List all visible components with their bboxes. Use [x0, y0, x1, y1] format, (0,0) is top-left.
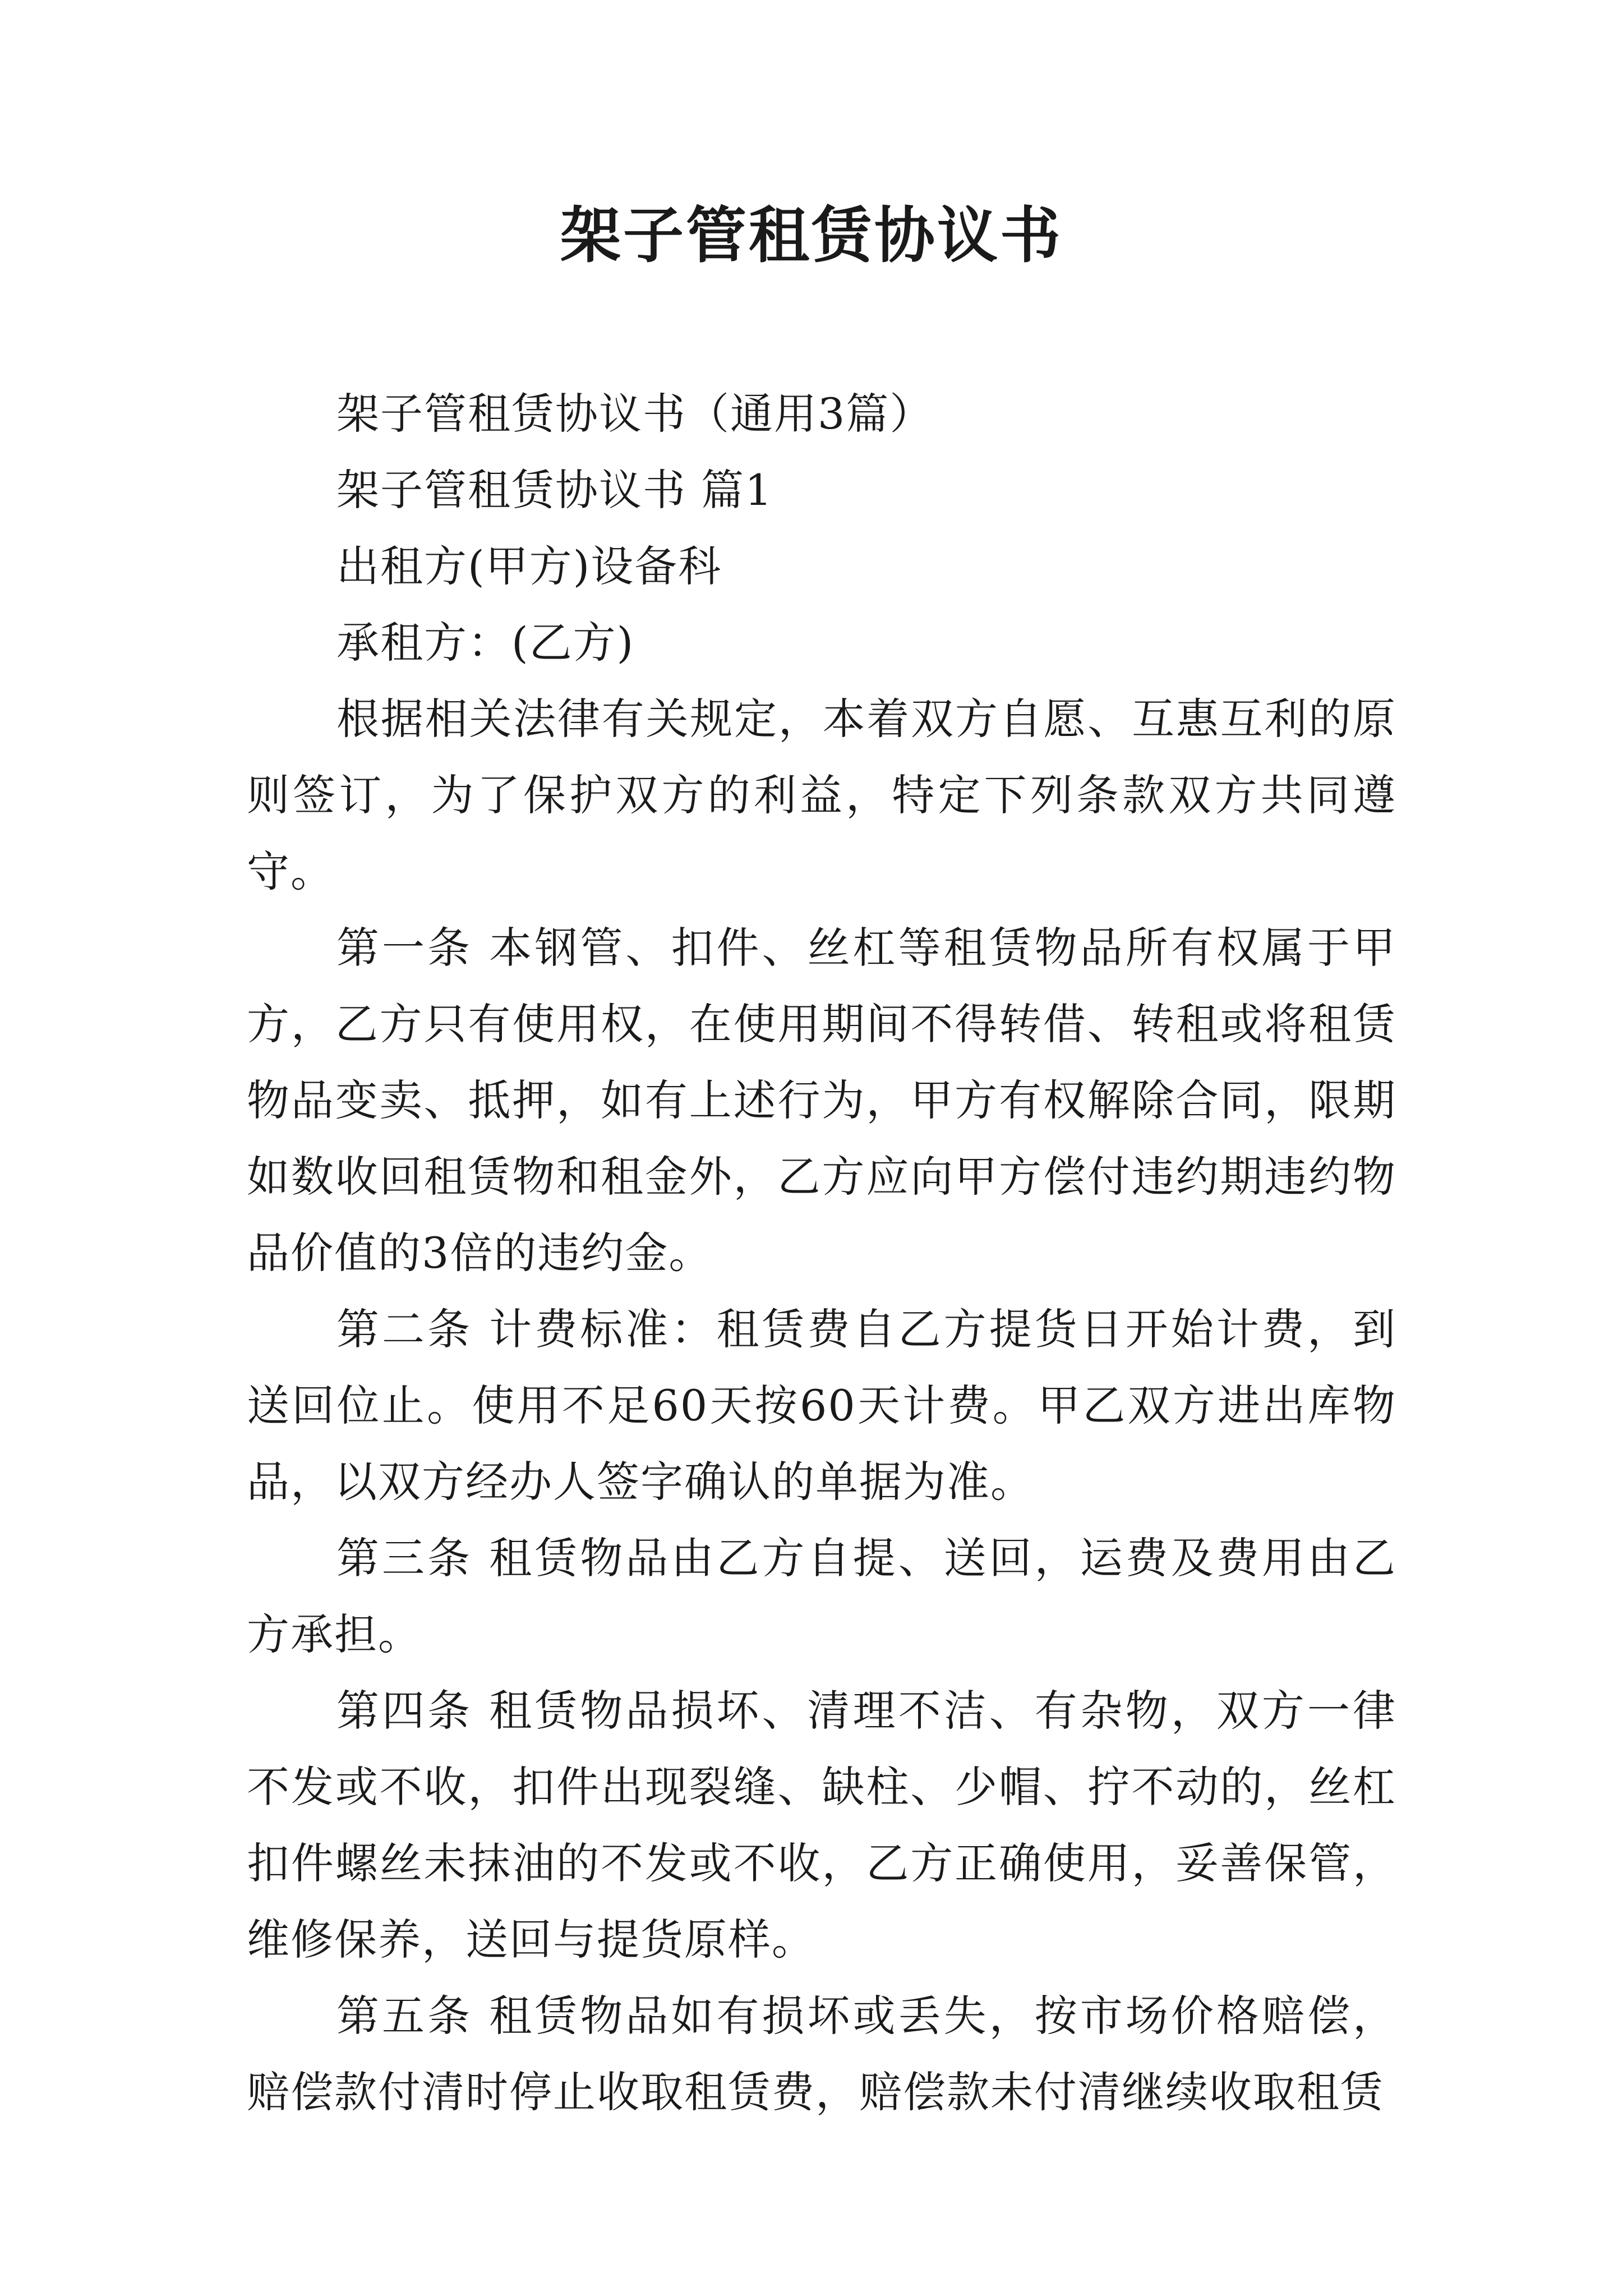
paragraph-lessee: 承租方：(乙方) — [336, 618, 635, 668]
paragraph-lessor: 出租方(甲方)设备科 — [336, 541, 722, 591]
paragraph-article-5: 第五条 租赁物品如有损坏或丢失，按市场价格赔偿，赔偿款付清时停止收取租赁费，赔偿款未付清继续收取租赁 — [247, 1991, 1396, 2117]
paragraph-subtitle: 架子管租赁协议书（通用3篇） — [336, 389, 934, 439]
paragraph-article-2: 第二条 计费标准：租赁费自乙方提货日开始计费，到送回位止。使用不足60天按60天计费。甲乙双方进出库物品，以双方经办人签字确认的单据为准。 — [247, 1304, 1396, 1507]
paragraph-article-3: 第三条 租赁物品由乙方自提、送回，运费及费用由乙方承担。 — [247, 1533, 1396, 1659]
paragraph-article-1: 第一条 本钢管、扣件、丝杠等租赁物品所有权属于甲方，乙方只有使用权，在使用期间不得转借、转租或将租赁物品变卖、抵押，如有上述行为，甲方有权解除合同，限期如数收回租赁物和租金外，乙方应向甲方偿付违约期违约物品价值的3倍的违约金。 — [247, 923, 1396, 1278]
paragraph-preamble: 根据相关法律有关规定，本着双方自愿、互惠互利的原则签订，为了保护双方的利益，特定下列条款双方共同遵守。 — [247, 694, 1396, 896]
paragraph-section-heading: 架子管租赁协议书 篇1 — [336, 465, 773, 515]
paragraph-article-4: 第四条 租赁物品损坏、清理不洁、有杂物，双方一律不发或不收，扣件出现裂缝、缺柱、少帽、拧不动的，丝杠扣件螺丝未抹油的不发或不收，乙方正确使用，妥善保管，维修保养，送回与提货原样。 — [247, 1686, 1396, 1964]
document-body — [247, 376, 1396, 2131]
document-title: 架子管租赁协议书 — [560, 200, 1063, 271]
